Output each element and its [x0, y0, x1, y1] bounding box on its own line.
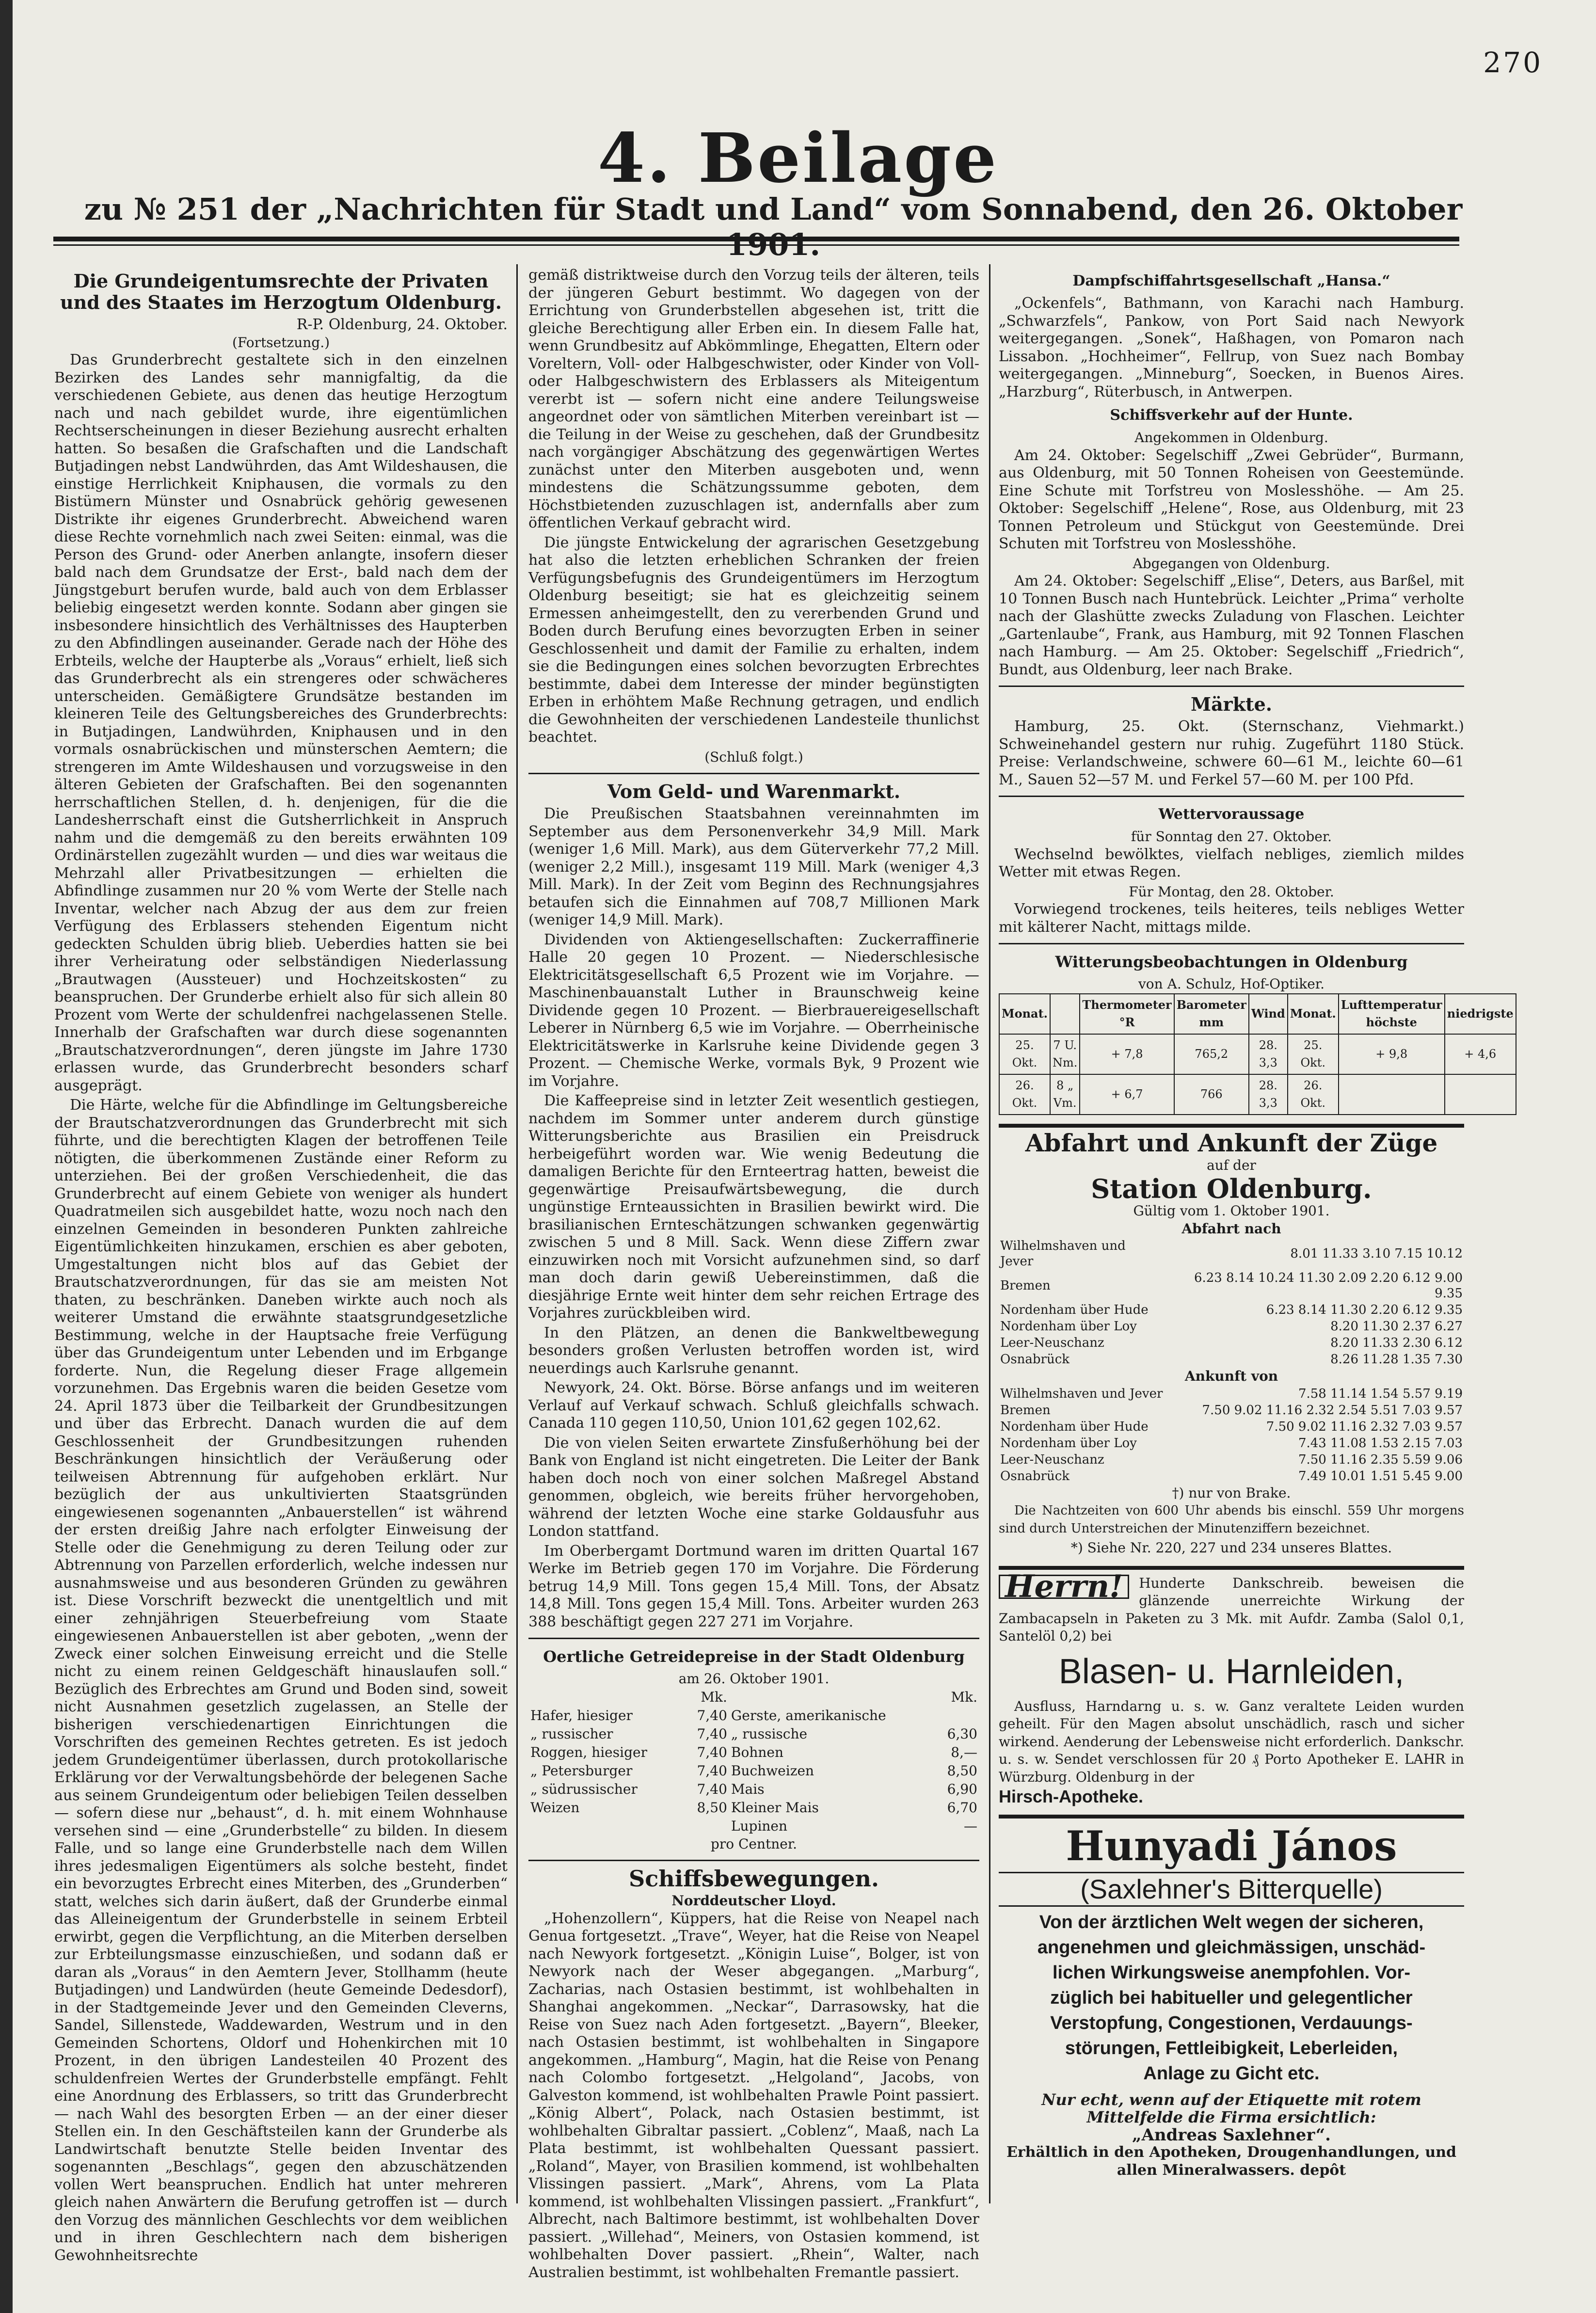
weather-cell: 766: [1174, 1074, 1249, 1115]
grain-cell: Gerste, amerikanische: [731, 1707, 886, 1723]
weather-col-header: Lufttemperatur höchste: [1339, 994, 1445, 1034]
grain-row: [528, 1725, 979, 1743]
grain-cell: 7,40: [697, 1707, 727, 1723]
money-paragraph: Im Oberbergamt Dortmund waren im dritten Quartal 167 Werke im Betrieb gegen 170 im Vorjahre. Die Förderung betrug 14,9 Mill. Tons gegen 15,4 Mill. Tons, der Absatz 14,8 Mill. Tons gegen 15,4 Mill. Tons. Arbeiter wurden 263 388 beschäftigt gegen 227 271 im Vorjahre.: [528, 1542, 979, 1630]
train-times: 7.50 9.02 11.16 2.32 7.03 9.57: [1266, 1419, 1463, 1434]
zamba-ad: [999, 1568, 1464, 1806]
grain-unit: Mk.: [951, 1689, 977, 1705]
section-rule: [528, 1638, 979, 1639]
article-dateline: R-P. Oldenburg, 24. Oktober.: [296, 316, 508, 333]
weather-table: [999, 993, 1516, 1115]
train-times: 8.01 11.33 3.10 7.15 10.12: [1290, 1246, 1463, 1261]
column-3: [999, 267, 1514, 2230]
grain-row: [528, 1707, 979, 1725]
weather-col-header: Monat.: [1288, 994, 1339, 1034]
section-rule-thick: [999, 1124, 1464, 1128]
grain-cell: „ Petersburger: [530, 1762, 633, 1779]
ausfluss-text: Ausfluss, Harndarng u. s. w. Ganz veraltete Leiden wurden geheilt. Für den Magen absolut unschädlich, rasch und sicher wirkend. Aenderung der Lebensweise nicht erforderlich. Dankschr. u. s. w. Sendet verschlossen für 20 ₰ Porto Apotheker E. LAHR in Würzburg. Oldenburg in der: [999, 1698, 1464, 1785]
train-station-name: Nordenham über Loy: [1000, 1319, 1137, 1334]
train-station-name: Leer-Neuschanz: [1000, 1452, 1104, 1467]
money-paragraph: Dividenden von Aktiengesellschaften: Zuckerraffinerie Halle 20 gegen 10 Prozent. — Niederschlesische Elektricitätsgesellschaft 6,5 Prozent wie im Vorjahre. — Maschinenbauanstalt Luther in Braunschweig keine Dividende gegen 10 Prozent. — Bierbrauereigesellschaft Leberer in Nürnberg 6,5 wie im Vorjahre. — Oberrheinische Elektricitätswerke in Karlsruhe keine Dividende gegen 3 Prozent. — Chemische Werke, vormals Byk, 9 Prozent wie im Vorjahre.: [528, 931, 979, 1090]
weather-cell: 25. Okt.: [999, 1034, 1050, 1074]
train-station-name: Nordenham über Hude: [1000, 1419, 1149, 1434]
hirsch-apotheke: Hirsch-Apotheke.: [999, 1787, 1144, 1806]
weather-col-header: Wind: [1249, 994, 1288, 1034]
page-number: 270: [1483, 46, 1543, 79]
forecast-text: Vorwiegend trockenes, teils heiteres, teils nebliges Wetter mit kälterer Nacht, mittags milde.: [999, 901, 1464, 936]
grain-cell: 6,70: [947, 1799, 977, 1816]
scan-edge: [0, 0, 13, 2313]
grain-row: [528, 1799, 979, 1817]
zamba-text: Hunderte Dankschreib. beweisen die glänzende unerreichte Wirkung der Zambacapseln in Paketen zu 3 Mk. mit Aufdr. Zamba (Salol 0,1, Santelöl 0,2) bei: [999, 1575, 1464, 1644]
hunte-arrived: Angekommen in Oldenburg.: [1134, 430, 1328, 446]
weather-col-header: [1050, 994, 1080, 1034]
weather-col-header: Monat.: [999, 994, 1050, 1034]
hunyadi-firm: „Andreas Saxlehner“.: [1132, 2125, 1331, 2145]
grain-heading: Oertliche Getreidepreise in der Stadt Oldenburg: [543, 1647, 965, 1666]
grain-cell: Buchweizen: [731, 1762, 814, 1779]
weather-cell: 8 „ Vm.: [1050, 1074, 1080, 1115]
arrival-table: [999, 1386, 1464, 1484]
grain-cell: Hafer, hiesiger: [530, 1707, 633, 1723]
train-note: †) nur von Brake.: [1172, 1484, 1291, 1501]
hansa-heading: Dampfschiffahrtsgesellschaft „Hansa.“: [1072, 272, 1390, 289]
section-rule-thick: [999, 1815, 1464, 1818]
grain-cell: 6,90: [947, 1781, 977, 1797]
section-rule: [528, 1860, 979, 1861]
grain-footer: pro Centner.: [710, 1835, 798, 1852]
grain-row: [528, 1817, 979, 1835]
hunyadi-line: Anlage zu Gicht etc.: [1143, 2063, 1320, 2084]
grain-cell: 7,40: [697, 1781, 727, 1797]
weather-by: von A. Schulz, Hof-Optiker.: [1138, 976, 1325, 992]
train-station-name: Osnabrück: [1000, 1468, 1070, 1484]
train-times: 8.20 11.33 2.30 6.12: [1330, 1336, 1463, 1350]
weather-cell: 28. 3,3: [1249, 1074, 1288, 1115]
weather-row: [999, 1074, 1516, 1115]
train-station: Station Oldenburg.: [1091, 1173, 1372, 1204]
train-station-name: Osnabrück: [1000, 1352, 1070, 1367]
weather-cell: 28. 3,3: [1249, 1034, 1288, 1074]
grain-cell: [935, 1707, 979, 1725]
hunte-heading: Schiffsverkehr auf der Hunte.: [1110, 407, 1353, 424]
grain-cell: „ russische: [731, 1725, 808, 1742]
article-paragraph: Das Grunderbrecht gestaltete sich in den einzelnen Bezirken des Landes sehr mannigfaltig, da die verschiedenen Gebiete, aus denen das heutige Herzogtum nach und nach gebildet wurde, ihre eigentümlichen Rechtserscheinungen in dieser Beziehung ausrecht erhalten hatten. So besaßen die Grafschaften und die Landschaft Butjadingen nebst Landwührden, das Amt Wildeshausen, die einstige Herrlichkeit Kniphausen, die vormals zu den Bistümern Münster und Osnabrück gehörig gewesenen Distrikte ihr eigenes Grunderbrecht. Abweichend waren diese Rechte vornehmlich nach zwei Seiten: einmal, was die Person des Grund- oder Anerben anlangte, insofern dieser bald nach dem Grundsatze der Erst-, bald nach dem der Jüngstgeburt berufen wurde, bald auch von dem Erblasser beliebig eingesetzt werden konnte. Sodann aber gingen sie insbesondere hinsichtlich des Verhältnisses des Haupterben zu den Abfindlingen auseinander. Gerade nach der Höhe des Erbteils, welche der Haupterbe als „Voraus“ erhielt, ließ sich das Grunderbrecht als ein strengeres oder schwächeres unterscheiden. Gemäßigtere Grundsätze bestanden im kleineren Teile des Geltungsbereiches des Grunderbrechts: in Butjadingen, Landwührden, Kniphausen und in den vormals osnabrückischen und münsterschen Aemtern; die strengeren im Amte Wildeshausen und vorzugsweise in den älteren Gebieten der Grafschaften. Bei den sogenannten herrschaftlichen Stellen, d. h. denjenigen, für die die Landesherrschaft einst die Gutsherrlichkeit in Anspruch nahm und die demgemäß zu den bereits erwähnten 109 Ordinärstellen zugezählt wurden — und dies war weitaus die Mehrzahl aller Privatbesitzungen — erhielten die Abfindlinge zusammen nur 20 % vom Werte der Stelle nach Inventar, welcher nach Abzug der aus dem zur freien Verfügung des Erblassers stehenden Eigentum nicht gedeckten Schulden übrig blieb. Ueberdies hatten sie bei ihrer Verheiratung oder selbständigen Niederlassung „Brautwagen (Aussteuer) und Hochzeitskosten“ zu beanspruchen. Der Grunderbe erhielt also für sich allein 80 Prozent vom Werte der schuldenfrei nachgelassenen Stelle. Innerhalb der Grafschaften war durch diese sogenannten „Brautschatzverordnungen“, deren jüngste im Jahre 1730 erlassen wurde, das Grunderbrecht besonders scharf ausgeprägt.: [54, 351, 508, 1094]
train-times: 8.20 11.30 2.37 6.27: [1330, 1319, 1463, 1334]
departure-row: [999, 1302, 1464, 1318]
weather-col-header: niedrigste: [1445, 994, 1516, 1034]
train-times: 7.49 10.01 1.51 5.45 9.00: [1298, 1468, 1463, 1484]
weather-cell: 26. Okt.: [999, 1074, 1050, 1115]
masthead-rule-thick: [53, 237, 1459, 241]
grain-cell: 8,50: [697, 1799, 727, 1816]
weather-cell: 25. Okt.: [1288, 1034, 1339, 1074]
grain-cell: 7,40: [697, 1762, 727, 1779]
section-rule: [999, 943, 1464, 944]
grain-unit: Mk.: [701, 1689, 727, 1705]
hunyadi-line: Verstopfung, Congestionen, Verdauungs-: [1050, 2012, 1413, 2033]
train-heading: Abfahrt und Ankunft der Züge: [1025, 1128, 1438, 1157]
weather-cell: + 4,6: [1445, 1034, 1516, 1074]
grain-cell: „ russischer: [530, 1725, 613, 1742]
departure-row: [999, 1238, 1464, 1270]
herrn-label: Herrn!: [999, 1575, 1129, 1599]
masthead-title: 4. Beilage: [597, 119, 999, 198]
article-heading: Die Grundeigentumsrechte der Privaten und des Staates im Herzogtum Oldenburg.: [60, 270, 502, 313]
weather-cell: 765,2: [1174, 1034, 1249, 1074]
forecast-text: Wechselnd bewölktes, vielfach nebliges, ziemlich mildes Wetter mit etwas Regen.: [999, 845, 1464, 880]
weather-cell: 26. Okt.: [1288, 1074, 1339, 1115]
arrival-row: [999, 1435, 1464, 1452]
money-paragraph: Die Preußischen Staatsbahnen vereinnahmten im September aus dem Personenverkehr 34,9 Mill. Mark (weniger 1,6 Mill. Mark), aus dem Güterverkehr 77,2 Mill. (weniger 2,2 Mill.), insgesamt 119 Mill. Mark (weniger 4,3 Mill. Mark). In der Zeit vom Beginn des Rechnungsjahres betaufen sich die Einnahmen auf 708,7 Millionen Mark (weniger 14,9 Mill. Mark).: [528, 805, 979, 928]
money-heading: Vom Geld- und Warenmarkt.: [607, 781, 901, 802]
column-1: [54, 267, 508, 2264]
ship-paragraph: „Hohenzollern“, Küppers, hat die Reise von Neapel nach Genua fortgesetzt. „Trave“, Weyer, hat die Reise von Neapel nach Newyork fortgesetzt. „Königin Luise“, Bolger, ist von Newyork nach der Weser abgegangen. „Marburg“, Zacharias, nach Ostasien bestimmt, ist wohlbehalten in Shanghai angekommen. „Neckar“, Darrasowsky, hat die Reise von Suez nach Aden fortgesetzt. „Bayern“, Bleeker, nach Ostasien bestimmt, ist wohlbehalten in Singapore angekommen. „Hamburg“, Magin, hat die Reise von Penang nach Colombo fortgesetzt. „Helgoland“, Jacobs, von Galveston kommend, ist wohlbehalten Prawle Point passiert. „König Albert“, Polack, nach Ostasien bestimmt, ist wohlbehalten Gibraltar passiert. „Coblenz“, Maaß, nach La Plata bestimmt, ist wohlbehalten Quessant passiert. „Roland“, Mayer, von Brasilien kommend, ist wohlbehalten Vlissingen passiert. „Mark“, Ahrens, vom La Plata kommend, ist wohlbehalten Vlissingen passiert. „Frankfurt“, Albrecht, nach Baltimore bestimmt, ist wohlbehalten Dover passiert. „Willehad“, Meiners, von Ostasien kommend, ist wohlbehalten Dover passiert. „Rhein“, Walter, nach Australien bestimmt, ist wohlbehalten Fremantle passiert.: [528, 1910, 979, 2281]
weather-cell: [1445, 1074, 1516, 1115]
train-departures-label: Abfahrt nach: [1181, 1220, 1281, 1237]
section-rule: [528, 773, 979, 774]
blasen-headline: Blasen- u. Harnleiden,: [1058, 1652, 1404, 1691]
departure-row: [999, 1318, 1464, 1335]
ship-heading: Schiffsbewegungen.: [628, 1866, 879, 1892]
column-divider: [989, 264, 990, 2203]
grain-cell: Kleiner Mais: [731, 1799, 819, 1816]
column-divider: [516, 264, 518, 2203]
train-times: 7.43 11.08 1.53 2.15 7.03: [1298, 1436, 1463, 1451]
arrival-row: [999, 1386, 1464, 1402]
train-arrivals-label: Ankunft von: [1184, 1368, 1278, 1384]
market-heading: Märkte.: [1191, 693, 1272, 715]
article-end-note: (Schluß folgt.): [704, 749, 803, 765]
hunte-paragraph: Am 24. Oktober: Segelschiff „Zwei Gebrüder“, Burmann, aus Oldenburg, mit 50 Tonnen Roheisen von Geestemünde. Eine Schute mit Torfstreu von Moslesshöhe. — Am 25. Oktober: Segelschiff „Helene“, Rose, aus Oldenburg, mit 23 Tonnen Petroleum und Stückgut von Geestemünde. Drei Schuten mit Torfstreu von Moslesshöhe.: [999, 447, 1464, 552]
train-times: 6.23 8.14 10.24 11.30 2.09 2.20 6.12 9.00 9.35: [1194, 1271, 1463, 1301]
article-paragraph: Die Härte, welche für die Abfindlinge im Geltungsbereiche der Brautschatzverordnungen das Grunderbrecht mit sich führte, und die berechtigten Klagen der betroffenen Teile nötigten, die überkommenen Zustände einer Reform zu unterziehen. Bei der großen Verschiedenheit, die das Grunderbrecht auf einem Gebiete von weniger als hundert Quadratmeilen sich ausgebildet hatte, wozu noch nach den einzelnen Gemeinden in besonderen Punkten zahlreiche Eigentümlichkeiten hinzukamen, erschien es aber geboten, Umgestaltungen nicht blos auf das Gebiet der Brautschatzverordnungen, für das sie am meisten Not thaten, zu beschränken. Daneben wirkte auch noch als weiterer Umstand die erwähnte staatsgrundgesetzliche Bestimmung, welche in der Hauptsache freie Verfügung über das Grundeigentum unter Lebenden und im Erbgange forderte. Nun, die Regelung dieser Frage allgemein vorzunehmen. Das Ergebnis waren die beiden Gesetze vom 24. April 1873 über die Teilbarkeit der Grundbesitzungen und über das Erbrecht. Danach wurden die auf dem Geschlossenheit der Grundbesitzungen ruhenden Beschränkungen hinsichtlich der Veräußerung oder teilweisen Abtrennung für aufgehoben erklärt. Nur bezüglich der aus unkultivierten Staatsgründen eingewiesenen sogenannten „Anbauerstellen“ ist während der ersten dreißig Jahre nach erfolgter Einweisung der Stelle oder die Genehmigung zu deren Teilung oder zur Abtrennung von Parzellen erforderlich, welche indessen nur ausnahmsweise und aus besonderen Gründen zu gewähren ist. Diese Vorschrift bezweckt die unentgeltlich und mit einer zehnjährigen Steuerbefreiung vom Staate eingewiesenen Anbauerstellen ist aber geboten, „wenn der Zweck einer solchen Einweisung erreicht und die Stelle nicht zu einem reinen Geldgeschäft hinauslaufen soll.“ Bezüglich des Erbrechtes am Grund und Boden sind, soweit nicht Ausnahmen gesetzlich zugelassen, an Stelle der bisherigen verschiedenartigen Einrichtungen die Vorschriften des gemeinen Rechtes getreten. Es ist jedoch jedem Grundeigentümer überlassen, durch protokollarische Erklärung vor der Verwaltungsbehörde der belegenen Sache aus seinem Grundeigentum oder beliebigen Teilen desselben — sofern diese nur „behaust“, d. h. mit einem Wohnhause versehen sind — eine „Grunderbstelle“ zu bilden. In diesem Falle, und so lange eine Grunderbstelle nach dem Willen ihres jedesmaligen Eigentümers als solche besteht, findet ein bevorzugtes Erbrecht eines Miterben, des „Grunderben“ statt, welches sich darin äußert, daß der Grunderbe einmal das Alleineigentum der Grunderbstelle in seinem Erbteil erwirbt, gegen die Verpflichtung, an die Miterben derselben zur Erbteilungsmasse einzuschießen, und sodann daß er daran als „Voraus“ in den Aemtern Jever, Stollhamm (heute Butjadingen) und Landwürden (heute Gemeinde Dedesdorf), in der Stadtgemeinde Jever und den Gemeinden Cleverns, Sandel, Sillenstede, Waddewarden, Westrum und in den Gemeinden Schortens, Oldorf und Hohenkirchen mit 10 Prozent, in den übrigen Landesteilen 40 Prozent des schuldenfreien Wertes der Grunderbstelle empfängt. Fehlt eine Anordnung des Erblassers, so tritt das Grunderbrecht — nach Wahl des besorgten Erben — an der einer dieser Stellen ein. In den Geschäftsteilen kann der Grunderbe als Landwirtschaft benutzte Stelle beiden Inventar des sogenannten „Beschlags“, gegen den abzuschätzenden vollen Wert beanspruchen. Endlich hat unter mehreren gleich nahen Anwärtern die Berufung getroffen ist — durch den Vorzug des männlichen Geschlechts vor dem weiblichen und in ihren Geschlechtern nach dem bisherigen Gewohnheitsrechte: [54, 1097, 508, 2264]
arrival-row: [999, 1402, 1464, 1419]
forecast-heading: Wettervoraussage: [1158, 806, 1305, 823]
grain-cell: 7,40: [697, 1744, 727, 1760]
masthead-subtitle: zu № 251 der „Nachrichten für Stadt und Land“ vom Sonnabend, den 26. Oktober: [84, 191, 1463, 227]
money-paragraph: In den Plätzen, an denen die Bankweltbewegung besonders großen Verlusten betroffen worden ist, wird neuerdings auch Karlsruhe genannt.: [528, 1324, 979, 1377]
money-paragraph: Newyork, 24. Okt. Börse. Börse anfangs und im weiteren Verlauf auf Verkauf schwach. Schluß gleichfalls schwach. Canada 110 gegen 110,50, Union 101,62 gegen 102,62.: [528, 1379, 979, 1432]
weather-col-header: Barometer mm: [1174, 994, 1249, 1034]
weather-cell: + 6,7: [1080, 1074, 1174, 1115]
hunyadi-line: lichen Wirkungsweise anempfohlen. Vor-: [1053, 1962, 1410, 1983]
article-continuation: gemäß distriktweise durch den Vorzug teils der älteren, teils der jüngeren Geburt bestimmt. Wo dagegen von der Errichtung von Grunderbstellen abgesehen ist, tritt die gleiche Berechtigung aller Erben ein. In diesem Falle hat, wenn Grundbesitz auf Abkömmlinge, Ehegatten, Eltern oder Voreltern, Voll- oder Halbgeschwister, oder Kinder von Voll- oder Halbgeschwistern des Erblassers als Miteigentum vererbt ist — sofern nicht eine andere Teilungsweise angeordnet oder von sämtlichen Miterben vereinbart ist — die Teilung in der Weise zu geschehen, daß der Grundbesitz nach vorgängiger Abschätzung des gegenwärtigen Wertes zunächst unter den Miterben ausgeboten und, wenn mindestens die Schätzungssumme geboten, dem Höchstbietenden zuzuschlagen ist, andernfalls aber zum öffentlichen Verkauf gebracht wird.: [528, 267, 979, 531]
hunyadi-echt: Nur echt, wenn auf der Etiquette mit rotem Mittelfelde die Firma ersichtlich:: [1041, 2090, 1421, 2126]
grain-date: am 26. Oktober 1901.: [678, 1671, 830, 1687]
market-paragraph: Hamburg, 25. Okt. (Sternschanz, Viehmarkt.) Schweinehandel gestern nur ruhig. Zugeführt 1180 Stück. Preise: Verlandschweine, schwere 60—61 M., leichte 60—61 M., Sauen 52—57 M. und Ferkel 57—60 M. per 100 Pfd.: [999, 718, 1464, 788]
hunyadi-ad: [999, 1823, 1464, 2180]
weather-cell: [1339, 1074, 1445, 1115]
grain-row: [528, 1780, 979, 1799]
hunte-paragraph: Am 24. Oktober: Segelschiff „Elise“, Deters, aus Barßel, mit 10 Tonnen Busch nach Huntebrück. Leichter „Prima“ verholte nach der Glashütte zwecks Zuladung von Flaschen. Leichter „Gartenlaube“, Frank, aus Hamburg, mit 92 Tonnen Flaschen nach Hamburg. — Am 25. Oktober: Segelschiff „Friedrich“, Bundt, aus Oldenburg, leer nach Brake.: [999, 573, 1464, 678]
weather-cell: + 7,8: [1080, 1034, 1174, 1074]
money-paragraph: Die von vielen Seiten erwartete Zinsfußerhöhung bei der Bank von England ist nicht eingetreten. Die Leiter der Bank haben doch noch von einer solchen Maßregel Abstand genommen, obgleich, wie bereits früher hervorgehoben, während der letzten Woche eine starke Goldausfuhr aus London stattfand.: [528, 1434, 979, 1540]
train-station-name: Bremen: [1000, 1278, 1051, 1293]
departure-table: [999, 1238, 1464, 1368]
grain-cell: 7,40: [697, 1725, 727, 1742]
weather-cell: + 9,8: [1339, 1034, 1445, 1074]
grain-row: [528, 1743, 979, 1762]
train-station-name: Nordenham über Loy: [1000, 1436, 1137, 1451]
grain-cell: Lupinen: [731, 1818, 788, 1834]
hunyadi-line: angenehmen und gleichmässigen, unschäd-: [1037, 1937, 1426, 1958]
hunyadi-title: Hunyadi János: [1066, 1821, 1397, 1870]
forecast-date: Für Montag, den 28. Oktober.: [1129, 883, 1334, 900]
grain-cell: [528, 1817, 685, 1835]
forecast-date: für Sonntag den 27. Oktober.: [1131, 829, 1332, 845]
grain-cell: 8,50: [947, 1762, 977, 1779]
train-note: *) Siehe Nr. 220, 227 und 234 unseres Blattes.: [1070, 1540, 1392, 1556]
hunyadi-line: störungen, Fettleibigkeit, Leberleiden,: [1065, 2038, 1398, 2058]
train-times: 6.23 8.14 11.30 2.20 6.12 9.35: [1266, 1303, 1463, 1317]
train-times: 7.50 9.02 11.16 2.32 2.54 5.51 7.03 9.57: [1202, 1403, 1463, 1418]
train-station-name: Bremen: [1000, 1403, 1051, 1418]
hunyadi-line: Von der ärztlichen Welt wegen der sicheren,: [1039, 1912, 1424, 1932]
train-station-name: Wilhelmshaven und Jever: [1000, 1239, 1126, 1269]
grain-cell: Mais: [731, 1781, 765, 1797]
train-station-name: Leer-Neuschanz: [1000, 1336, 1104, 1350]
hunyadi-subtitle: (Saxlehner's Bitterquelle): [999, 1872, 1464, 1907]
weather-cell: 7 U. Nm.: [1050, 1034, 1080, 1074]
grain-cell: —: [964, 1818, 977, 1834]
train-valid: Gültig vom 1. Oktober 1901.: [1133, 1203, 1330, 1219]
column-2: [528, 267, 979, 2281]
section-rule: [999, 686, 1464, 687]
weather-heading: Witterungsbeobachtungen in Oldenburg: [1055, 953, 1408, 971]
weather-col-header: Thermometer °R: [1080, 994, 1174, 1034]
departure-row: [999, 1351, 1464, 1368]
masthead-rule-thin: [53, 244, 1459, 246]
ship-subheading: Norddeutscher Lloyd.: [671, 1893, 836, 1909]
hunte-departed: Abgegangen von Oldenburg.: [1133, 555, 1330, 572]
train-heading-sub: auf der: [1207, 1157, 1256, 1173]
train-times: 7.58 11.14 1.54 5.57 9.19: [1298, 1386, 1463, 1401]
weather-row: [999, 1034, 1516, 1074]
train-station-name: Nordenham über Hude: [1000, 1303, 1149, 1317]
hansa-paragraph: „Ockenfels“, Bathmann, von Karachi nach Hamburg. „Schwarzfels“, Pankow, von Port Said nach Newyork weitergegangen. „Sonek“, Haßhagen, von Pomaron nach Lissabon. „Hochheimer“, Fellrup, von Suez nach Bombay weitergegangen. „Minneburg“, Soecken, in Buenos Aires. „Harzburg“, Rüterbusch, in Antwerpen.: [999, 295, 1464, 400]
arrival-row: [999, 1468, 1464, 1484]
train-note: Die Nachtzeiten von 600 Uhr abends bis einschl. 559 Uhr morgens sind durch Unterstreichen der Minutenziffern bezeichnet.: [999, 1503, 1464, 1536]
arrival-row: [999, 1452, 1464, 1468]
grain-row: [528, 1762, 979, 1780]
grain-cell: Weizen: [530, 1799, 580, 1816]
grain-cell: 6,30: [947, 1725, 977, 1742]
train-times: 8.26 11.28 1.35 7.30: [1330, 1352, 1463, 1367]
grain-cell: 8,—: [951, 1744, 977, 1760]
hunyadi-line: züglich bei habitueller und gelegentlicher: [1050, 1987, 1413, 2008]
train-times: 7.50 11.16 2.35 5.59 9.06: [1298, 1452, 1463, 1467]
grain-unit-row: [528, 1688, 979, 1707]
arrival-row: [999, 1419, 1464, 1435]
grain-cell: [685, 1817, 729, 1835]
departure-row: [999, 1270, 1464, 1302]
money-paragraph: Die Kaffeepreise sind in letzter Zeit wesentlich gestiegen, nachdem im Sommer unter anderem durch günstige Witterungsberichte aus Brasilien ein Preisdruck herbeigeführt worden war. Wie wenig Bedeutung die damaligen Berichte für den Ernteertrag hatten, beweist die gegenwärtige Preisaufwärtsbewegung, die durch ungünstige Ernteaussichten in Brasilien bewirkt wird. Die brasilianischen Ernteschätzungen schwanken gegenwärtig zwischen 5 und 8 Mill. Sack. Wenn diese Ziffern zwar einzuwirken noch mit Vorsicht aufzunehmen sind, so darf man doch darin gewiß Uebereinstimmen, daß die diesjährige Ernte weit hinter dem sehr reichen Ertrage des Vorjahres zurückbleiben wird.: [528, 1092, 979, 1322]
grain-cell: Bohnen: [731, 1744, 783, 1760]
grain-price-table: [528, 1688, 979, 1835]
article-continuation: Die jüngste Entwickelung der agrarischen Gesetzgebung hat also die letzten erheblichen Schranken der freien Verfügungsbefugnis des Grundeigentümers im Herzogtum Oldenburg beseitigt; sie hat es gleichzeitig seinem Ermessen anheimgestellt, den zu vererbenden Grund und Boden durch Berufung eines bevorzugten Erben in seiner Geschlossenheit und damit der Familie zu erhalten, indem sie die Bedingungen eines solchen bevorzugten Erbrechtes bestimmte, dabei dem Interesse der minder begünstigten Erben in erhöhtem Maße Rechnung getragen, und endlich die Gewohnheiten der verschiedenen Landesteile thunlichst beachtet.: [528, 534, 979, 746]
section-rule: [999, 796, 1464, 797]
hunyadi-availability: Erhältlich in den Apotheken, Drougenhandlungen, und allen Mineralwassers. depôt: [1006, 2144, 1456, 2179]
grain-cell: „ südrussischer: [530, 1781, 638, 1797]
departure-row: [999, 1335, 1464, 1351]
article-continued: (Fortsetzung.): [232, 334, 330, 351]
train-station-name: Wilhelmshaven und Jever: [1000, 1386, 1163, 1401]
grain-cell: Roggen, hiesiger: [530, 1744, 647, 1760]
